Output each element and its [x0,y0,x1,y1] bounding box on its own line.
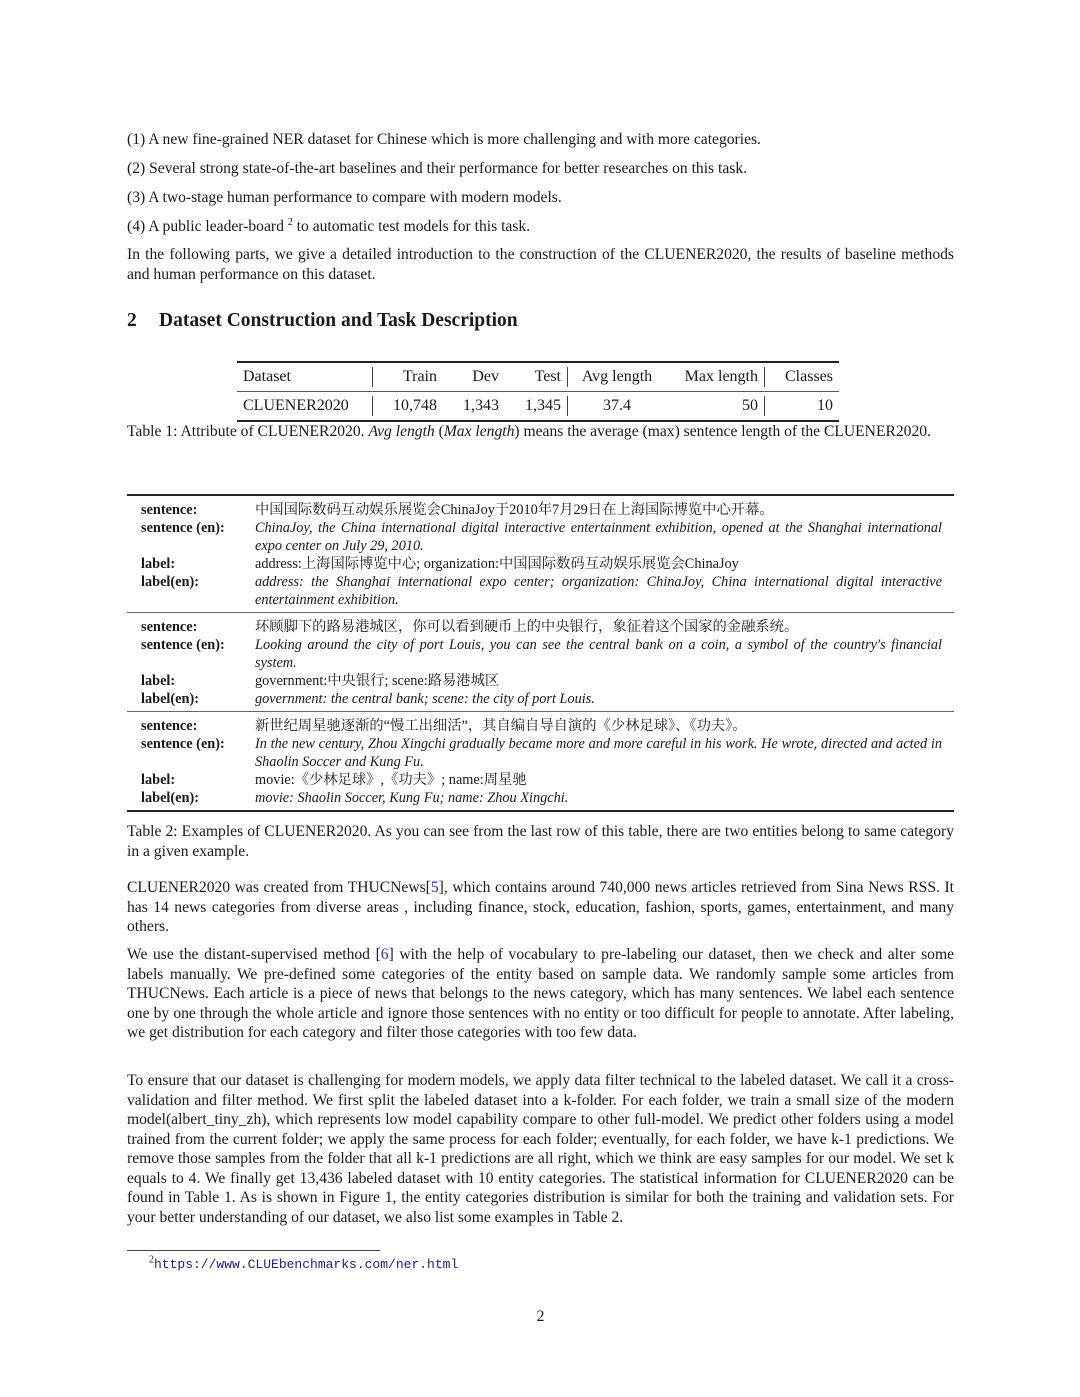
label-zh: address:上海国际博览中心; organization:中国国际数码互动娱乐展览会ChinaJoy [255,556,739,572]
label-zh: government:中央银行; scene:路易港城区 [255,673,500,689]
sentence-zh: 环顾脚下的路易港城区，你可以看到硬币上的中央银行，象征着这个国家的金融系统。 [255,619,799,635]
paragraph-text: We use the distant-supervised method [ [127,946,381,963]
sentence-zh: 新世纪周星驰逐渐的“慢工出细活”，其自编自导自演的《少林足球》、《功夫》。 [255,718,747,734]
citation-link[interactable]: 5 [430,879,439,896]
table-cell: 10,748 [393,397,437,414]
sentence-en: In the new century, Zhou Xingchi gradually became more and more careful in his work. He wrote, directed and acted in Shaolin Soccer and Kung Fu. [255,736,942,770]
body-paragraph: To ensure that our dataset is challenging for modern models, we apply data filter technical to the labeled dataset. We call it a cross-validation and filter method. We first split the labeled dataset into a k-folder. For each folder, we train a small size of the modern model(albert_tiny_zh), which represents low model capability compare to other full-model. We predict other folders using a model trained from the current folder; we apply the same process for each folder; eventually, for each folder, we have k-1 predictions. We remove those samples from the folder that all k-1 predictions are all right, which we think are easy samples for our model. We set k equals to 4. We finally get 13,436 labeled dataset with 10 entity categories. The statistical information for CLUENER2020 can be found in Table 1. As is shown in Figure 1, the entity categories distribution is similar for both the training and validation sets. For your better understanding of our dataset, we also list some examples in Table 2. [127,1072,954,1226]
header-cell: Test [534,368,561,385]
contribution-text: to automatic test models for this task. [292,218,531,235]
table-header-row [237,363,839,392]
row-key: label: [141,673,176,689]
label-en: movie: Shaolin Soccer, Kung Fu; name: Zhou Xingchi. [255,790,569,806]
row-key: sentence (en): [141,520,225,536]
header-cell: Train [402,368,437,385]
intro-paragraph: In the following parts, we give a detailed introduction to the construction of the CLUENER2020, the results of baseline methods and human performance on this dataset. [127,246,954,283]
row-key: sentence (en): [141,637,225,653]
example-block [127,613,954,712]
contribution-item: (2) Several strong state-of-the-art baselines and their performance for better researches on this task. [127,160,748,177]
caption-text: ) means the average (max) sentence length of the CLUENER2020. [514,423,931,440]
section-heading [127,310,954,332]
table-cell: 10 [817,397,833,414]
header-cell: Avg length [581,368,653,385]
footnote-divider [127,1250,380,1251]
footnote [149,1254,459,1272]
footnote-mark: 2 [149,1254,154,1266]
footnote-url-link[interactable]: https://www.CLUEbenchmarks.com/ner.html [154,1257,459,1272]
table-2-caption: Table 2: Examples of CLUENER2020. As you can see from the last row of this table, there are two entities belong to same category in a given example. [127,823,954,860]
caption-text: Max length [443,423,515,440]
caption-text: Table 1: Attribute of CLUENER2020. [127,423,369,440]
section-number: 2 [127,310,137,331]
citation-link[interactable]: 6 [380,946,389,963]
table-cell: 1,345 [525,397,561,414]
table-cell: 50 [742,397,758,414]
label-zh: movie:《少林足球》,《功夫》; name:周星驰 [255,772,527,788]
row-key: sentence: [141,718,198,734]
contribution-item [127,217,954,236]
label-en: government: the central bank; scene: the city of port Louis. [255,691,595,707]
row-key: sentence: [141,619,198,635]
table-cell: 37.4 [603,397,631,414]
example-block [127,712,954,810]
label-en: address: the Shanghai international expo center; organization: ChinaJoy, China international digital interactive entertainment exhibition. [255,574,942,608]
body-paragraph [127,878,954,937]
page-number: 2 [536,1308,545,1325]
table-1-caption [127,422,954,442]
row-key: label(en): [141,574,199,590]
row-key: label(en): [141,790,199,806]
contribution-item: (3) A two-stage human performance to compare with modern models. [127,189,562,206]
sentence-en: Looking around the city of port Louis, you can see the central bank on a coin, a symbol of the country's financial system. [255,637,942,671]
footnote-mark[interactable]: 2 [287,216,293,228]
contribution-text: (4) A public leader-board [127,218,288,235]
table-row [237,392,839,420]
row-key: label: [141,556,176,572]
header-cell: Dev [472,368,499,385]
paragraph-text: ], which contains around 740,000 news articles retrieved from Sina News RSS. It has 14 news categories from diverse areas , including finance, stock, education, fashion, sports, games, entertainment, and many others. [127,879,955,935]
contribution-item: (1) A new fine-grained NER dataset for Chinese which is more challenging and with more categories. [127,131,761,148]
row-key: label(en): [141,691,199,707]
paragraph-text: ] with the help of vocabulary to pre-labeling our dataset, then we check and alter some labels manually. We pre-defined some categories of the entity based on sample data. We randomly sample some articles from THUCNews. Each article is a piece of news that belongs to the news category, which has many sentences. We label each sentence one by one through the whole article and ignore those sentences with no entity or too difficult for people to annotate. After labeling, we get distribution for each category and filter those categories with too few data. [127,946,955,1041]
table-cell: 1,343 [463,397,499,414]
row-key: sentence (en): [141,736,225,752]
body-paragraph [127,945,954,1043]
row-key: label: [141,772,176,788]
table-1 [237,361,839,422]
caption-text: Avg length [368,423,435,440]
section-title: Dataset Construction and Task Description [159,310,518,331]
caption-text: ( [434,423,444,440]
table-2 [127,494,954,812]
row-key: sentence: [141,502,198,518]
example-block [127,496,954,613]
header-cell: Dataset [243,368,291,385]
sentence-zh: 中国国际数码互动娱乐展览会ChinaJoy于2010年7月29日在上海国际博览中心开幕。 [255,502,774,518]
header-cell: Max length [684,368,758,385]
paragraph-text: CLUENER2020 was created from THUCNews[ [127,879,431,896]
sentence-en: ChinaJoy, the China international digital interactive entertainment exhibition, opened at the Shanghai international expo center on July 29, 2010. [255,520,942,554]
header-cell: Classes [785,368,833,385]
table-cell: CLUENER2020 [243,397,349,414]
